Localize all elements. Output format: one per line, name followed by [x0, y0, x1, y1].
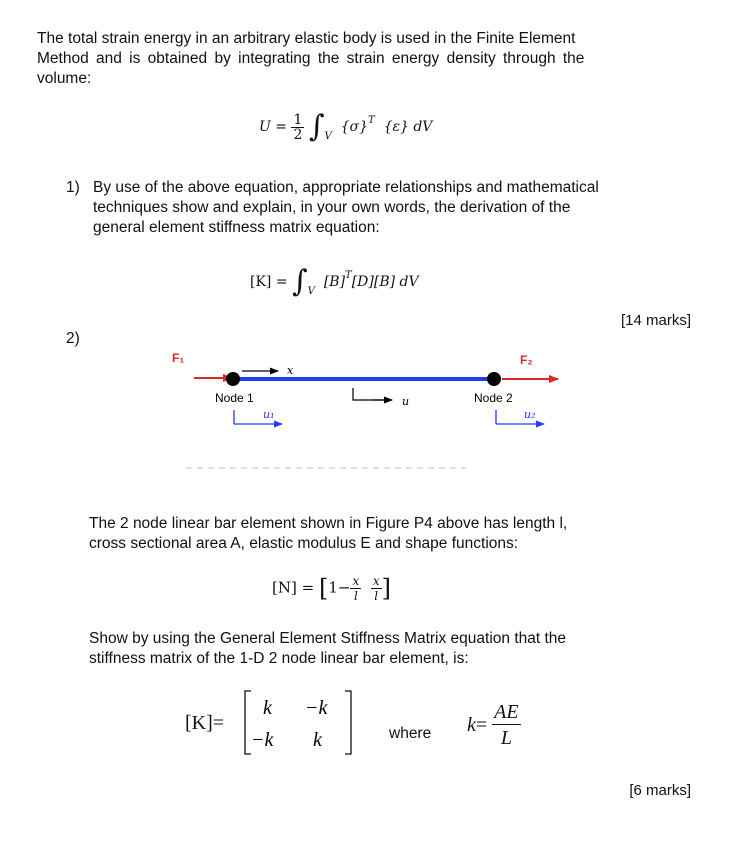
where-label: where	[389, 725, 432, 742]
k-definition: k= $\frac{AE}{L}$	[467, 701, 519, 749]
integral-sign: ∫	[308, 109, 325, 144]
q2-marks: [6 marks]	[629, 782, 691, 799]
eq-u: U	[259, 119, 271, 135]
x-axis-label: x	[287, 364, 294, 377]
stiffness-matrix	[243, 688, 355, 758]
intro-line-3: volume:	[37, 70, 92, 87]
volume-element: dV	[413, 119, 433, 135]
q2-number: 2)	[66, 330, 80, 347]
u-axis-corner	[353, 388, 390, 400]
half-fraction: $\frac{1}{2}$	[293, 111, 303, 143]
matrix-cell-11: k	[263, 697, 272, 719]
stress-vector: {σ}	[340, 119, 368, 135]
eq-equals: =	[275, 119, 287, 135]
strain-vector: {ε}	[383, 119, 409, 135]
u2-label: u₂	[524, 408, 536, 421]
force-f1-label: F₁	[172, 351, 185, 365]
left-bracket: [	[318, 574, 329, 603]
matrix-cell-12: −k	[305, 697, 328, 719]
node-2-label: Node 2	[474, 391, 513, 405]
shape-function-equation: [N] = [1− $\frac{x}{l}$ $\frac{x}{l}$ ]	[272, 574, 391, 603]
q1-marks: [14 marks]	[620, 312, 691, 329]
q1-text: By use of the above equation, appropriate relationships and mathematical techniques show and explain, in your own words, the derivation of the general element stiffness matrix equation:	[93, 179, 599, 236]
matrix-cell-22: k	[313, 729, 322, 751]
intro-line-2: Method and is obtained by integrating the strain energy density through the	[37, 50, 585, 67]
force-f2-label: F₂	[520, 353, 533, 367]
intro-line-1: The total strain energy in an arbitrary elastic body is used in the Finite Element	[37, 30, 576, 47]
q2-text-1: The 2 node linear bar element shown in Figure P4 above has length l, cross sectional area A, elastic modulus E and shape functions:	[89, 515, 568, 552]
x-over-l-1: $\frac{x}{l}$	[352, 574, 360, 603]
integral-sign: ∫	[292, 264, 308, 299]
node-1-dot	[226, 372, 240, 386]
u1-label: u₁	[263, 408, 275, 421]
ae-over-l: $\frac{AE}{L}$	[494, 701, 519, 749]
matrix-right-bracket	[345, 691, 351, 754]
q2-text-2: Show by using the General Element Stiffness Matrix equation that the stiffness matrix of the 1-D 2 node linear bar element, is:	[89, 630, 567, 667]
u-label: u	[402, 395, 410, 408]
integral-domain: V	[324, 131, 332, 142]
right-bracket: ]	[381, 574, 391, 603]
matrix-cell-21: −k	[251, 729, 274, 751]
q1-number: 1)	[66, 179, 80, 196]
intro-paragraph	[37, 29, 697, 89]
result-lhs: [K]=	[185, 712, 225, 734]
x-over-l-2: $\frac{x}{l}$	[372, 574, 380, 603]
stiffness-equation: $[K] = \int_V$ $[B]^T[D][B]$ dV	[250, 264, 419, 299]
bar-element-figure	[150, 340, 590, 480]
node-2-dot	[487, 372, 501, 386]
node-1-label: Node 1	[215, 391, 254, 405]
strain-energy-equation: U = $\frac{1}{2}$ $\int_V$ $\{\sigma\}^T$ {ε} dV	[259, 109, 433, 144]
